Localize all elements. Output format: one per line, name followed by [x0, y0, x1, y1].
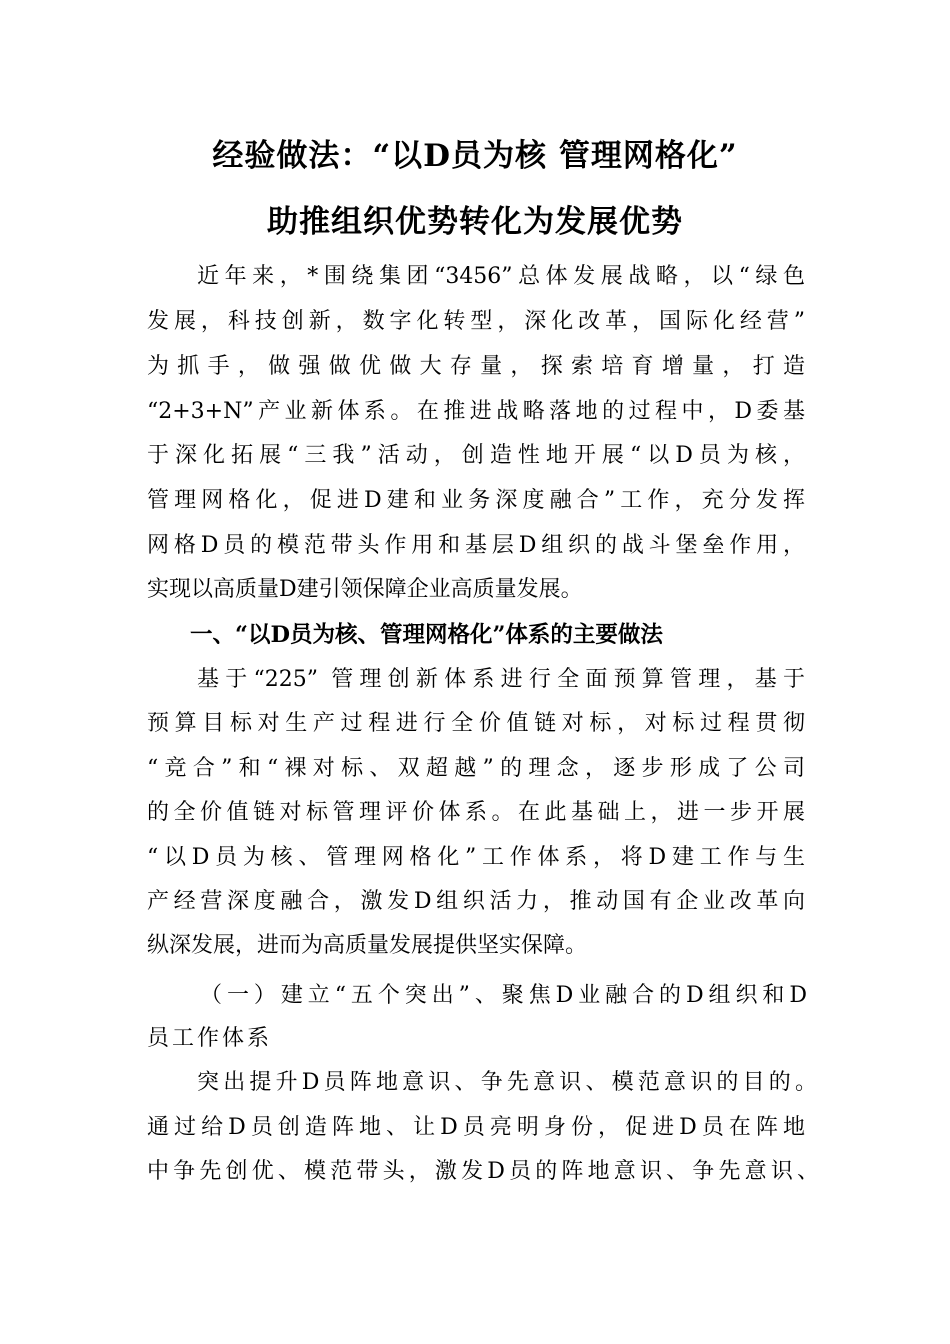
- text-line: 为抓手，做强做优做大存量，探索培育增量，打造: [147, 354, 805, 379]
- text-line: “2+3+N”产业新体系。在推进战略落地的过程中，D委基: [147, 399, 805, 424]
- text-line: “竞合”和“裸对标、双超越”的理念，逐步形成了公司: [147, 756, 805, 781]
- text-line: 网格D员的模范带头作用和基层D组织的战斗堡垒作用，: [147, 533, 805, 558]
- text-line: （一）建立“五个突出”、聚焦D业融合的D组织和D: [200, 983, 810, 1008]
- text-line: 产经营深度融合，激发D组织活力，推动国有企业改革向: [147, 889, 805, 914]
- document-title-line-2: 助推组织优势转化为发展优势: [267, 204, 683, 240]
- text-line: 突出提升D员阵地意识、争先意识、模范意识的目的。: [197, 1070, 817, 1095]
- text-line: 管理网格化，促进D建和业务深度融合”工作，充分发挥: [147, 488, 805, 513]
- text-line: 实现以高质量D建引领保障企业高质量发展。: [147, 577, 583, 602]
- text-line: 员工作体系: [147, 1026, 273, 1051]
- text-line: 基于“225” 管理创新体系进行全面预算管理，基于: [197, 667, 805, 692]
- section-heading-1: 一、“以D员为核、管理网格化”体系的主要做法: [190, 622, 663, 648]
- text-line: “以D员为核、管理网格化”工作体系，将D建工作与生: [147, 845, 805, 870]
- text-line: 通过给D员创造阵地、让D员亮明身份，促进D员在阵地: [147, 1115, 805, 1140]
- text-line: 近年来，*围绕集团“3456”总体发展战略，以“绿色: [197, 264, 805, 289]
- text-line: 预算目标对生产过程进行全价值链对标，对标过程贯彻: [147, 711, 805, 736]
- text-line: 中争先创优、模范带头，激发D员的阵地意识、争先意识、: [147, 1159, 819, 1184]
- document-title-line-1: 经验做法：“以D员为核 管理网格化”: [212, 138, 738, 174]
- text-line: 纵深发展，进而为高质量发展提供坚实保障。: [147, 933, 588, 958]
- text-line: 的全价值链对标管理评价体系。在此基础上，进一步开展: [147, 800, 805, 825]
- text-line: 发展，科技创新，数字化转型，深化改革，国际化经营”: [147, 309, 805, 334]
- text-line: 于深化拓展“三我”活动，创造性地开展“以D员为核，: [147, 443, 805, 468]
